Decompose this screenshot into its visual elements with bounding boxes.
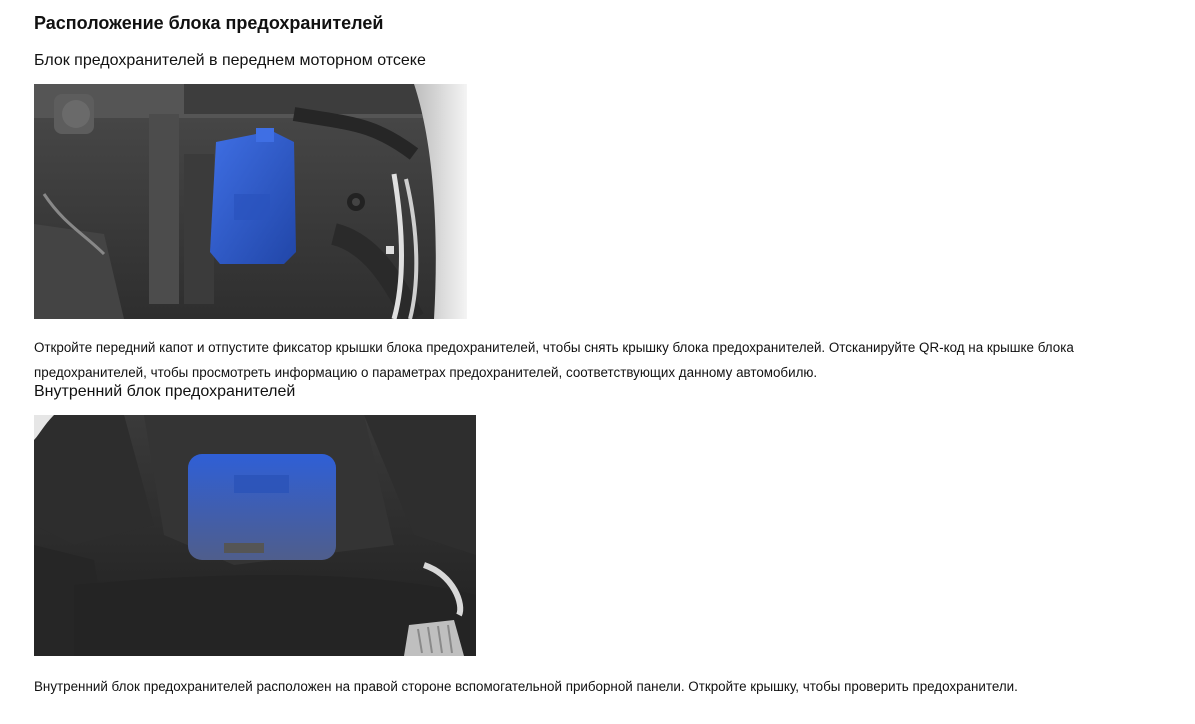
- section-heading-interior: Внутренний блок предохранителей: [34, 383, 296, 400]
- engine-bay-fuse-box-image: [34, 84, 467, 319]
- interior-description: Внутренний блок предохранителей расположен на правой стороне вспомогательной приборной панели. Откройте крышку, чтобы проверить предохранители.: [34, 679, 1018, 694]
- page-title: Расположение блока предохранителей: [34, 13, 384, 33]
- section-heading-engine-bay: Блок предохранителей в переднем моторном отсеке: [34, 52, 426, 69]
- interior-fuse-box-image: [34, 415, 476, 656]
- engine-bay-description: Откройте передний капот и отпустите фиксатор крышки блока предохранителей, чтобы снять крышку блока предохранителей. Отсканируйте QR-код на крышке блока предохранителей, чтобы просмотреть информацию о параметрах предохранителей, соответствующих данному автомобилю.: [34, 340, 1074, 380]
